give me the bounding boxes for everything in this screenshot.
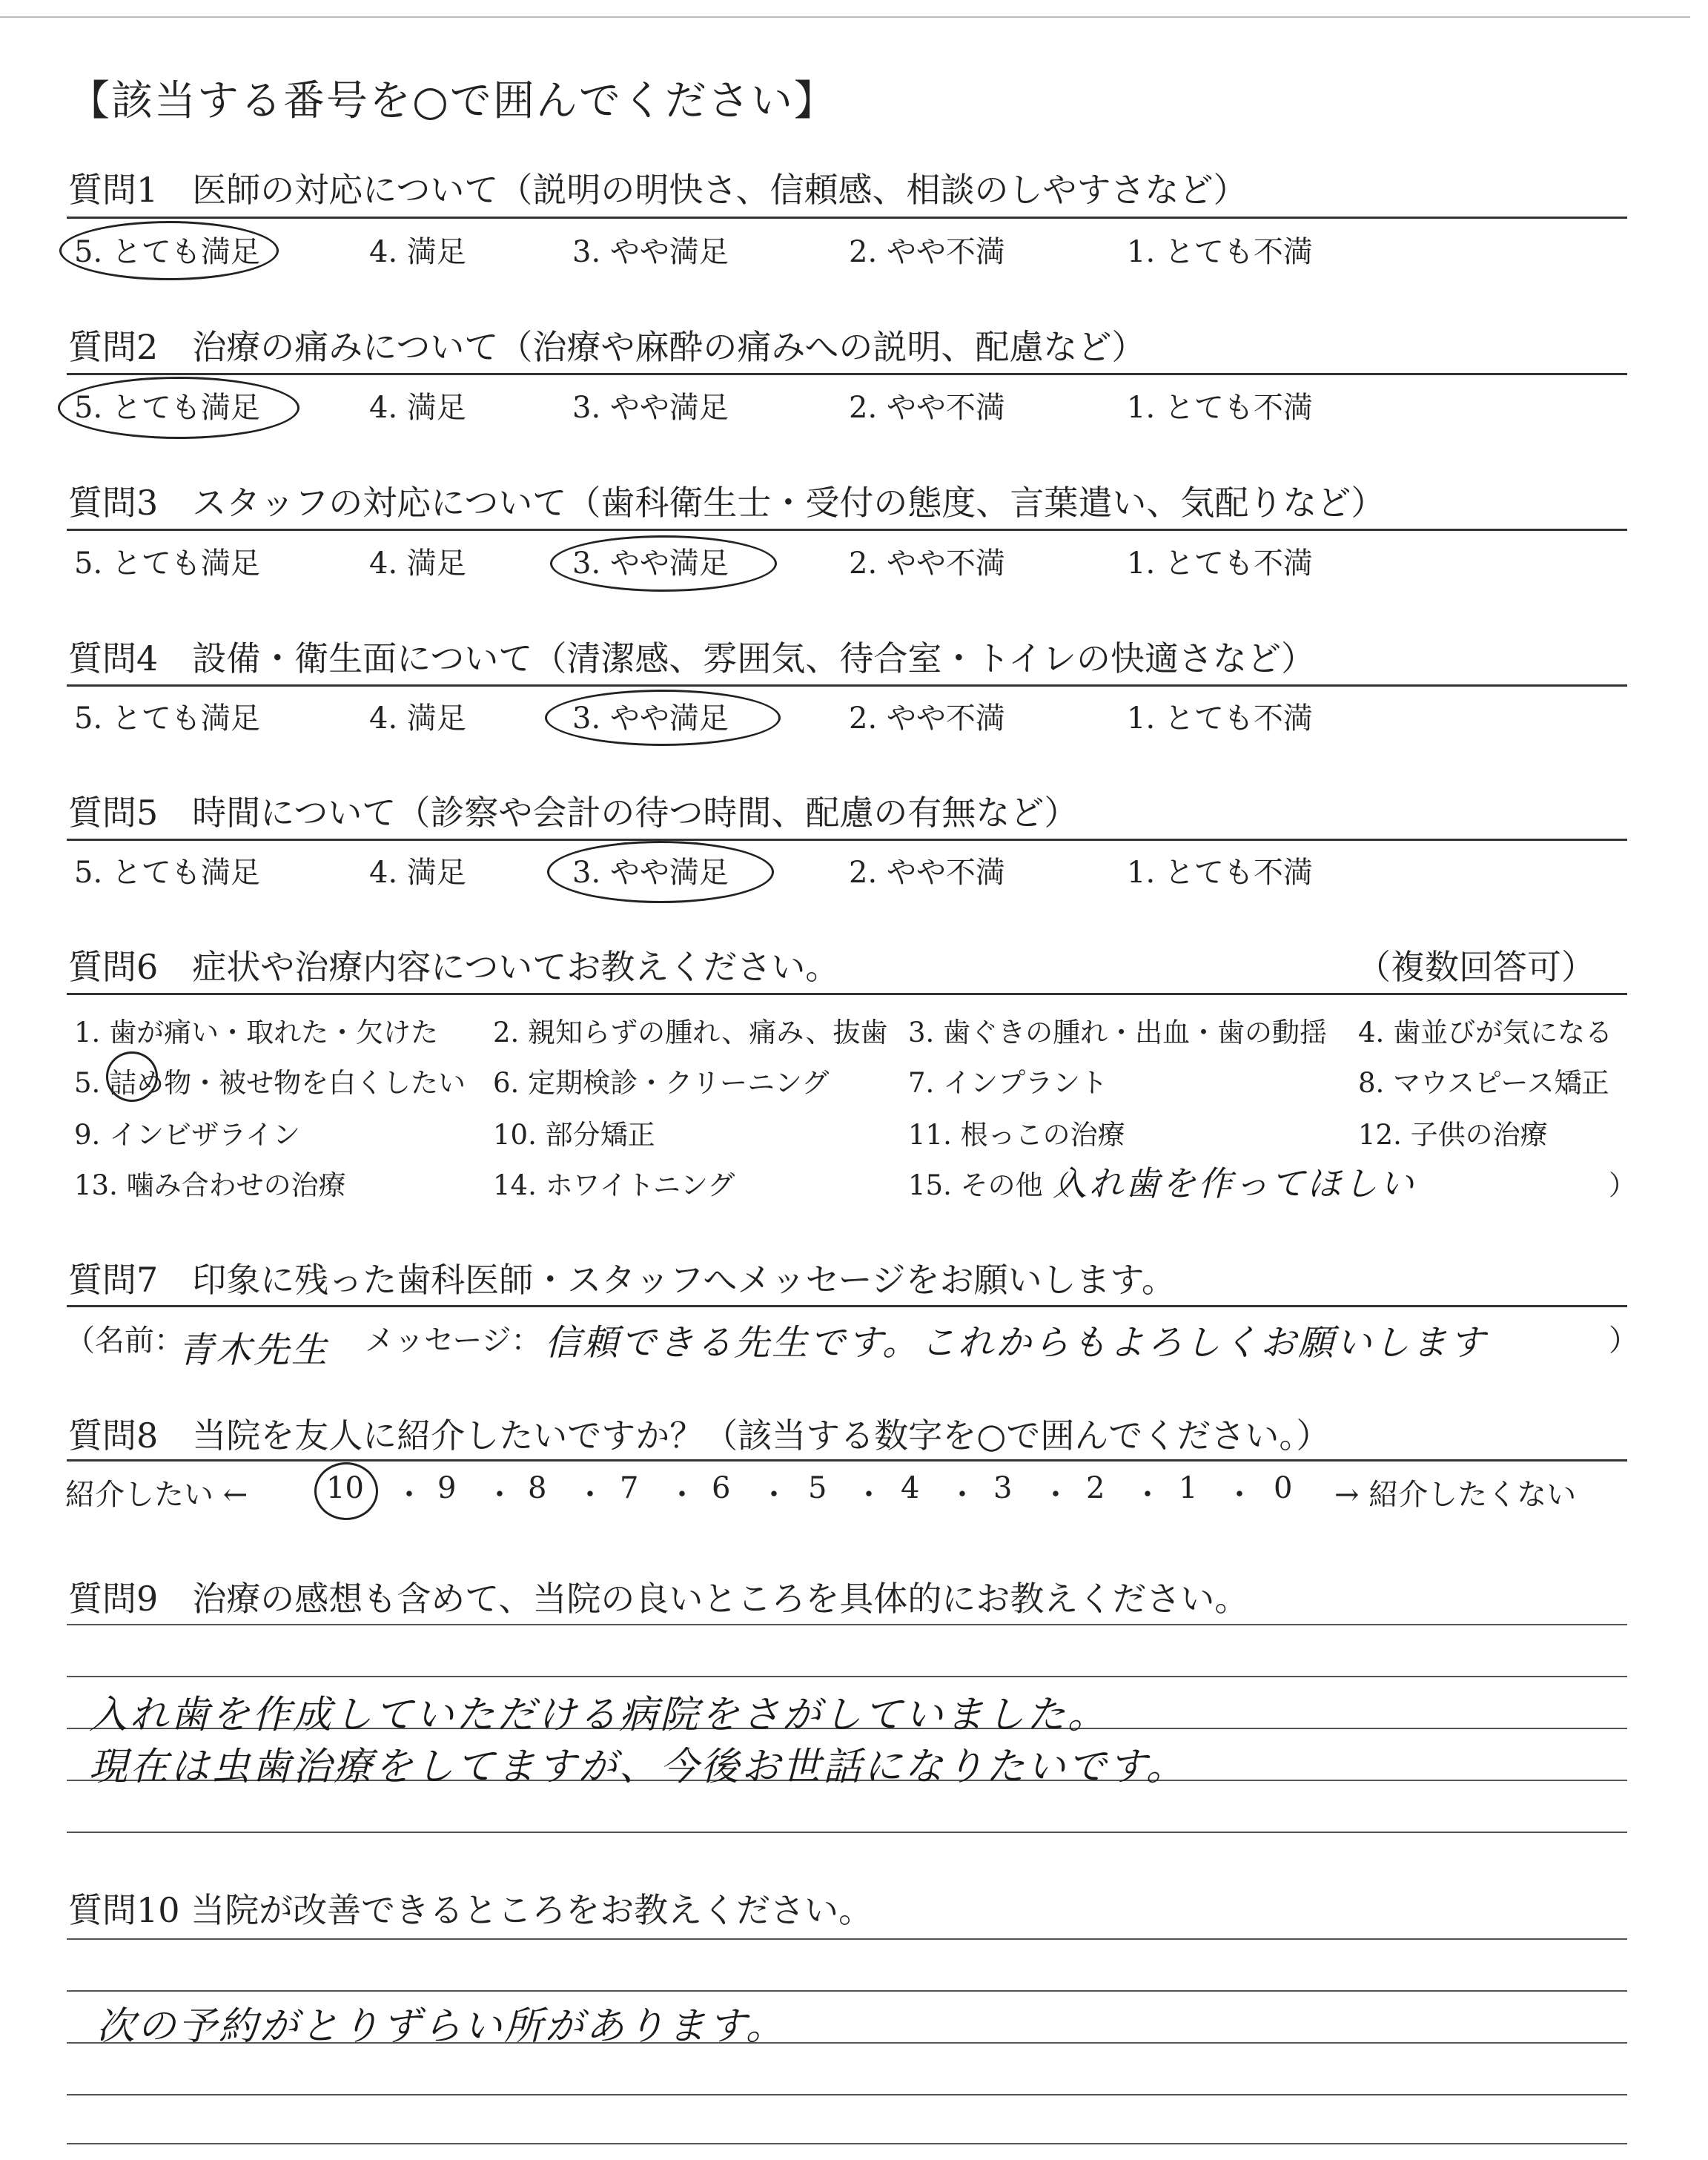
q7-title: 質問7 印象に残った歯科医師・スタッフへメッセージをお願いします。 [68, 1260, 1176, 1300]
page-header: 【該当する番号を○で囲んでください】 [68, 77, 837, 125]
q3-selection-circle [550, 535, 777, 592]
q4-selection-circle [545, 690, 781, 746]
q6-option-5[interactable]: 5. 詰め物・被せ物を白くしたい [74, 1067, 466, 1099]
q8-selection-circle [314, 1462, 378, 1520]
q6-option-9[interactable]: 9. インビザライン [74, 1119, 300, 1151]
q4-title: 質問4 設備・衛生面について（清潔感、雰囲気、待合室・トイレの快適さなど） [68, 638, 1316, 678]
q1-title: 質問1 医師の対応について（説明の明快さ、信頼感、相談のしやすさなど） [68, 170, 1248, 210]
q6-option-2[interactable]: 2. 親知らずの腫れ、痛み、抜歯 [493, 1017, 888, 1048]
q8-scale-3[interactable]: 3 [993, 1471, 1013, 1505]
q8-title: 質問8 当院を友人に紹介したいですか？（該当する数字を○で囲んでください。） [68, 1416, 1331, 1456]
q5-option-4[interactable]: 4. 満足 [369, 856, 466, 890]
q8-scale-8[interactable]: 8 [528, 1471, 547, 1505]
q8-rule [67, 1459, 1627, 1462]
page-top-border [0, 16, 1690, 18]
q10-line-5 [67, 2143, 1627, 2144]
q2-option-5[interactable]: 5. とても満足 [74, 391, 260, 425]
q4-option-5[interactable]: 5. とても満足 [74, 701, 260, 736]
q1-option-3[interactable]: 3. やや満足 [572, 235, 729, 269]
q1-option-2[interactable]: 2. やや不満 [849, 235, 1005, 269]
q1-option-1[interactable]: 1. とても不満 [1127, 235, 1313, 269]
q8-left-label: 紹介したい ← [65, 1478, 248, 1512]
q10-line-4 [67, 2094, 1627, 2095]
q8-dot: ・ [947, 1478, 977, 1512]
q8-dot: ・ [485, 1478, 514, 1512]
q1-selection-circle [59, 221, 279, 280]
q9-line-5 [67, 1832, 1627, 1833]
q8-scale-6[interactable]: 6 [712, 1471, 731, 1505]
q6-option-3[interactable]: 3. 歯ぐきの腫れ・出血・歯の動揺 [908, 1017, 1328, 1048]
q6-option-8[interactable]: 8. マウスピース矯正 [1358, 1067, 1609, 1099]
q10-title: 質問10 当院が改善できるところをお教えください。 [68, 1890, 873, 1930]
q5-title: 質問5 時間について（診察や会計の待つ時間、配慮の有無など） [68, 793, 1079, 833]
q7-message-value[interactable]: 信頼できる先生です。これからもよろしくお願いします [545, 1322, 1488, 1364]
q3-option-1[interactable]: 1. とても不満 [1127, 546, 1313, 581]
q5-option-2[interactable]: 2. やや不満 [849, 856, 1005, 890]
q8-dot: ・ [854, 1478, 884, 1512]
q8-scale-2[interactable]: 2 [1086, 1471, 1105, 1505]
q5-option-3[interactable]: 3. やや満足 [572, 856, 729, 890]
q6-option-10[interactable]: 10. 部分矯正 [493, 1119, 655, 1151]
q2-rule [67, 373, 1627, 375]
q6-option-11[interactable]: 11. 根っこの治療 [908, 1119, 1125, 1151]
q8-dot: ・ [1225, 1478, 1254, 1512]
q8-scale-5[interactable]: 5 [808, 1471, 827, 1505]
q8-dot: ・ [1133, 1478, 1162, 1512]
q6-option-12[interactable]: 12. 子供の治療 [1358, 1119, 1548, 1151]
q9-line-1 [67, 1624, 1627, 1625]
q9-title: 質問9 治療の感想も含めて、当院の良いところを具体的にお教えください。 [68, 1579, 1249, 1619]
q6-option-5-circle [106, 1051, 158, 1102]
q6-other-close: ） [1609, 1169, 1636, 1201]
q6-option-14[interactable]: 14. ホワイトニング [493, 1169, 735, 1201]
q1-rule [67, 217, 1627, 219]
q2-option-1[interactable]: 1. とても不満 [1127, 391, 1313, 425]
q2-option-4[interactable]: 4. 満足 [369, 391, 466, 425]
q5-option-5[interactable]: 5. とても満足 [74, 856, 260, 890]
q8-dot: ・ [394, 1478, 424, 1512]
q8-dot: ・ [1041, 1478, 1070, 1512]
q3-title: 質問3 スタッフの対応について（歯科衛生士・受付の態度、言葉遣い、気配りなど） [68, 483, 1386, 523]
q9-answer-line-1[interactable]: 入れ歯を作成していただける病院をさがしていました。 [89, 1693, 1109, 1737]
q6-option-7[interactable]: 7. インプラント [908, 1067, 1108, 1099]
q2-option-3[interactable]: 3. やや満足 [572, 391, 729, 425]
q8-right-label: → 紹介したくない [1334, 1478, 1577, 1512]
q8-scale-10[interactable]: 10 [326, 1471, 364, 1505]
q10-line-1 [67, 1938, 1627, 1940]
q8-dot: ・ [575, 1478, 605, 1512]
q6-note: （複数回答可） [1357, 947, 1595, 987]
q3-option-3[interactable]: 3. やや満足 [572, 546, 729, 581]
q2-title: 質問2 治療の痛みについて（治療や麻酔の痛みへの説明、配慮など） [68, 327, 1146, 367]
q7-close: ） [1609, 1324, 1638, 1358]
q6-title: 質問6 症状や治療内容についてお教えください。 [68, 947, 840, 987]
q3-option-4[interactable]: 4. 満足 [369, 546, 466, 581]
q9-answer-line-2[interactable]: 現在は虫歯治療をしてますが、今後お世話になりたいです。 [89, 1745, 1187, 1789]
q8-dot: ・ [667, 1478, 697, 1512]
q4-rule [67, 684, 1627, 687]
q3-rule [67, 529, 1627, 531]
q1-option-4[interactable]: 4. 満足 [369, 235, 466, 269]
q5-selection-circle [547, 841, 774, 903]
q8-scale-0[interactable]: 0 [1274, 1471, 1293, 1505]
q1-option-5[interactable]: 5. とても満足 [74, 235, 260, 269]
q9-line-2 [67, 1676, 1627, 1677]
q3-option-5[interactable]: 5. とても満足 [74, 546, 260, 581]
q6-option-15[interactable]: 15. その他（ [908, 1169, 1070, 1201]
q10-answer-line-1[interactable]: 次の予約がとりずらい所があります。 [96, 2004, 787, 2049]
q8-scale-9[interactable]: 9 [437, 1471, 457, 1505]
q8-scale-1[interactable]: 1 [1179, 1471, 1198, 1505]
q7-name-value[interactable]: 青木先生 [178, 1330, 330, 1371]
q6-option-4[interactable]: 4. 歯並びが気になる [1358, 1017, 1613, 1048]
q6-option-1[interactable]: 1. 歯が痛い・取れた・欠けた [74, 1017, 439, 1048]
q4-option-2[interactable]: 2. やや不満 [849, 701, 1005, 736]
q7-rule [67, 1305, 1627, 1307]
q4-option-1[interactable]: 1. とても不満 [1127, 701, 1313, 736]
q4-option-4[interactable]: 4. 満足 [369, 701, 466, 736]
q10-line-2 [67, 1990, 1627, 1992]
q8-scale-4[interactable]: 4 [901, 1471, 920, 1505]
q2-option-2[interactable]: 2. やや不満 [849, 391, 1005, 425]
q8-scale-7[interactable]: 7 [620, 1471, 639, 1505]
q6-option-6[interactable]: 6. 定期検診・クリーニング [493, 1067, 830, 1099]
q4-option-3[interactable]: 3. やや満足 [572, 701, 729, 736]
q7-message-label: メッセージ： [365, 1324, 541, 1358]
q5-rule [67, 839, 1627, 841]
q6-other-answer[interactable]: 入れ歯を作ってほしい [1053, 1163, 1416, 1203]
q3-option-2[interactable]: 2. やや不満 [849, 546, 1005, 581]
q6-option-13[interactable]: 13. 噛み合わせの治療 [74, 1169, 346, 1201]
q2-selection-circle [58, 377, 299, 439]
q5-option-1[interactable]: 1. とても不満 [1127, 856, 1313, 890]
q6-rule [67, 993, 1627, 995]
q8-dot: ・ [759, 1478, 789, 1512]
q7-name-label: （名前： [65, 1324, 184, 1358]
